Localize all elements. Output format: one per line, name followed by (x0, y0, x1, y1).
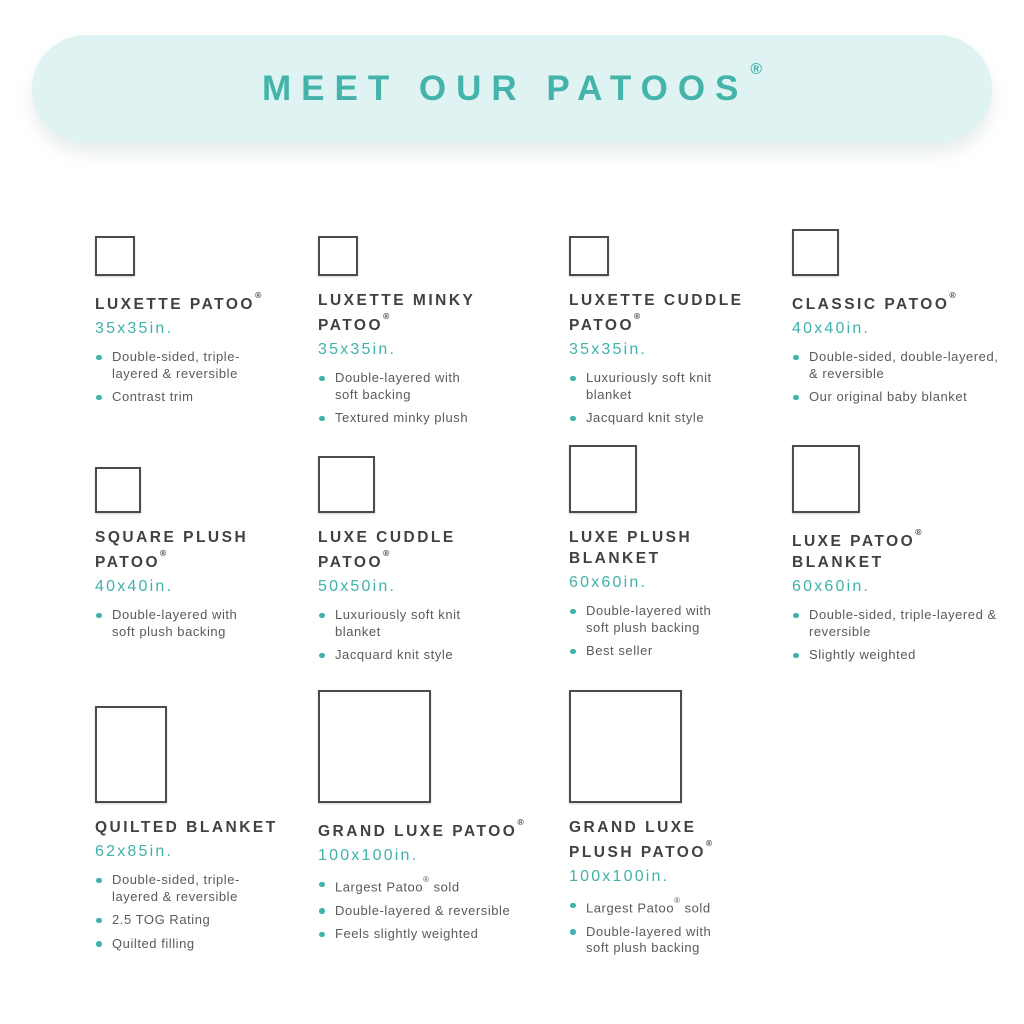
product-card-luxe-patoo-blanket (792, 443, 1000, 688)
product-card-grand-luxe-plush-patoo (569, 688, 759, 964)
icon-area (95, 443, 285, 513)
product-title: SQUARE PLUSH PATOO® (95, 529, 249, 572)
feature-item: Our original baby blanket (792, 389, 1000, 406)
icon-area (792, 228, 1000, 276)
product-title: LUXE PATOO® BLANKET (792, 527, 922, 572)
feature-item: Largest Patoo® sold (318, 876, 536, 896)
product-grid (95, 228, 1024, 964)
feature-item: Luxuriously soft knit blanket (318, 607, 496, 640)
blanket-size-square-icon (95, 236, 135, 276)
product-card-classic-patoo (792, 228, 1000, 443)
product-size: 40x40in. (95, 578, 174, 596)
feature-item: 2.5 TOG Rating (95, 912, 285, 929)
feature-list (318, 876, 536, 943)
product-size: 35x35in. (95, 320, 174, 338)
page-title: MEET OUR PATOOS ® (261, 60, 763, 108)
product-title: LUXETTE MINKY PATOO® (318, 292, 476, 335)
product-card-luxe-cuddle-patoo (318, 443, 536, 688)
header-banner (32, 35, 992, 143)
product-row-1 (95, 228, 1024, 443)
feature-item: Double-sided, triple-layered & reversible (95, 872, 285, 905)
feature-item: Feels slightly weighted (318, 926, 536, 943)
product-title: LUXE CUDDLE PATOO® (318, 529, 456, 572)
empty-cell (792, 688, 1000, 964)
icon-area (318, 228, 536, 276)
product-size: 60x60in. (792, 578, 871, 596)
product-row-3 (95, 688, 1024, 964)
product-card-luxette-patoo (95, 228, 285, 443)
feature-item: Jacquard knit style (569, 410, 759, 427)
product-title: CLASSIC PATOO® (792, 290, 956, 314)
feature-item: Contrast trim (95, 389, 285, 406)
feature-list (318, 370, 536, 427)
blanket-size-square-icon (318, 456, 375, 513)
product-card-quilted-blanket (95, 688, 285, 964)
product-title: QUILTED BLANKET (95, 819, 278, 836)
product-title: LUXE PLUSH BLANKET (569, 529, 693, 567)
product-title: LUXETTE PATOO® (95, 290, 262, 314)
icon-area (318, 443, 536, 513)
product-row-2 (95, 443, 1024, 688)
product-size: 100x100in. (318, 847, 419, 865)
feature-list (569, 897, 759, 957)
blanket-size-rectangle-icon (95, 706, 167, 803)
product-card-luxette-cuddle-patoo (569, 228, 759, 443)
product-card-luxette-minky-patoo (318, 228, 536, 443)
feature-item: Luxuriously soft knit blanket (569, 370, 759, 403)
feature-item: Best seller (569, 643, 759, 660)
feature-list (569, 370, 759, 427)
product-size: 35x35in. (569, 341, 648, 359)
feature-item: Double-layered with soft plush backing (569, 924, 734, 957)
feature-list (318, 607, 536, 664)
icon-area (792, 443, 1000, 513)
feature-item: Largest Patoo® sold (569, 897, 759, 917)
feature-item: Textured minky plush (318, 410, 536, 427)
product-size: 50x50in. (318, 578, 397, 596)
feature-item: Double-sided, triple-layered & reversible (792, 607, 1000, 640)
product-card-luxe-plush-blanket (569, 443, 759, 688)
blanket-size-square-icon (318, 236, 358, 276)
blanket-size-square-icon (792, 445, 860, 513)
product-size: 100x100in. (569, 868, 670, 886)
product-size: 40x40in. (792, 320, 871, 338)
icon-area (569, 688, 759, 803)
feature-item: Slightly weighted (792, 647, 1000, 664)
feature-list (95, 607, 285, 640)
feature-item: Double-sided, double-layered, & reversible (792, 349, 1000, 382)
product-title: GRAND LUXE PATOO® (318, 817, 524, 841)
blanket-size-square-icon (792, 229, 839, 276)
icon-area (95, 228, 285, 276)
blanket-size-square-icon (569, 445, 637, 513)
feature-item: Quilted filling (95, 936, 285, 953)
feature-item: Double-layered with soft backing (318, 370, 483, 403)
icon-area (95, 688, 285, 803)
icon-area (318, 688, 536, 803)
feature-list (95, 872, 285, 952)
product-card-grand-luxe-patoo (318, 688, 536, 964)
feature-item: Double-layered with soft plush backing (569, 603, 734, 636)
blanket-size-square-icon (569, 690, 682, 803)
product-size: 62x85in. (95, 843, 174, 860)
product-card-square-plush-patoo (95, 443, 285, 688)
product-size: 35x35in. (318, 341, 397, 359)
feature-list (792, 349, 1000, 406)
product-size: 60x60in. (569, 574, 648, 591)
blanket-size-square-icon (318, 690, 431, 803)
product-title: LUXETTE CUDDLE PATOO® (569, 292, 744, 335)
feature-item: Double-layered & reversible (318, 903, 536, 920)
feature-list (792, 607, 1000, 664)
feature-item: Double-sided, triple-layered & reversible (95, 349, 285, 382)
icon-area (569, 228, 759, 276)
product-title: GRAND LUXE PLUSH PATOO® (569, 819, 713, 862)
feature-item: Double-layered with soft plush backing (95, 607, 260, 640)
feature-list (569, 603, 759, 660)
blanket-size-square-icon (95, 467, 141, 513)
icon-area (569, 443, 759, 513)
feature-list (95, 349, 285, 406)
blanket-size-square-icon (569, 236, 609, 276)
feature-item: Jacquard knit style (318, 647, 536, 664)
